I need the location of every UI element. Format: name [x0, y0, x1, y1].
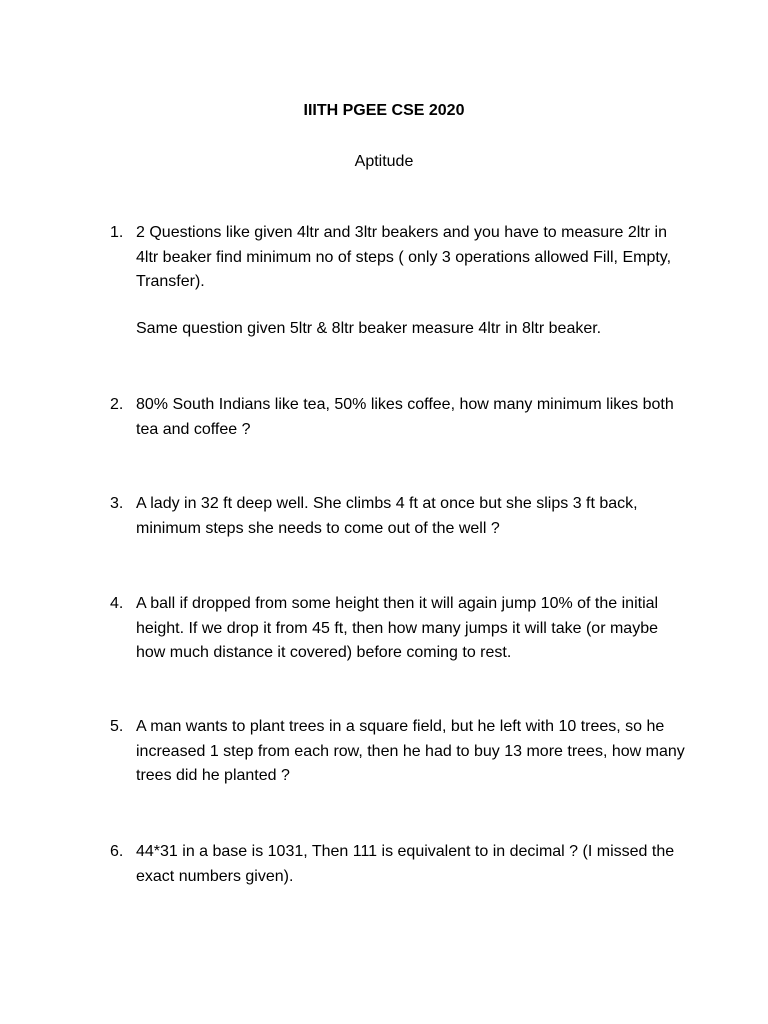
- question-2: [110, 393, 690, 442]
- question-5: [110, 715, 690, 789]
- question-6: [110, 840, 690, 889]
- question-number: 3.: [110, 495, 124, 512]
- question-number: 2.: [110, 396, 124, 413]
- question-text: 2 Questions like given 4ltr and 3ltr beakers and you have to measure 2ltr in 4ltr beaker find minimum no of steps ( only 3 operations allowed Fill, Empty, Transfer).: [136, 224, 672, 290]
- document-title: IIITH PGEE CSE 2020: [303, 102, 465, 119]
- question-number: 1.: [110, 224, 124, 241]
- question-number: 5.: [110, 718, 124, 735]
- section-heading: Aptitude: [354, 153, 414, 170]
- question-4: [110, 592, 690, 666]
- question-text: 44*31 in a base is 1031, Then 111 is equivalent to in decimal ? (I missed the exact numbers given).: [136, 843, 675, 885]
- question-3: [110, 492, 690, 541]
- question-1: [110, 221, 690, 341]
- question-text: A man wants to plant trees in a square field, but he left with 10 trees, so he increased 1 step from each row, then he had to buy 13 more trees, how many trees did he planted ?: [136, 718, 685, 784]
- question-note: Same question given 5ltr & 8ltr beaker measure 4ltr in 8ltr beaker.: [136, 319, 602, 337]
- question-text: A lady in 32 ft deep well. She climbs 4 ft at once but she slips 3 ft back, minimum steps she needs to come out of the well ?: [136, 495, 638, 537]
- question-number: 4.: [110, 595, 124, 612]
- question-text: A ball if dropped from some height then it will again jump 10% of the initial height. If we drop it from 45 ft, then how many jumps it will take (or maybe how much distance it covered) before coming to rest.: [136, 595, 659, 661]
- question-text: 80% South Indians like tea, 50% likes coffee, how many minimum likes both tea and coffee ?: [136, 396, 674, 438]
- question-number: 6.: [110, 843, 124, 860]
